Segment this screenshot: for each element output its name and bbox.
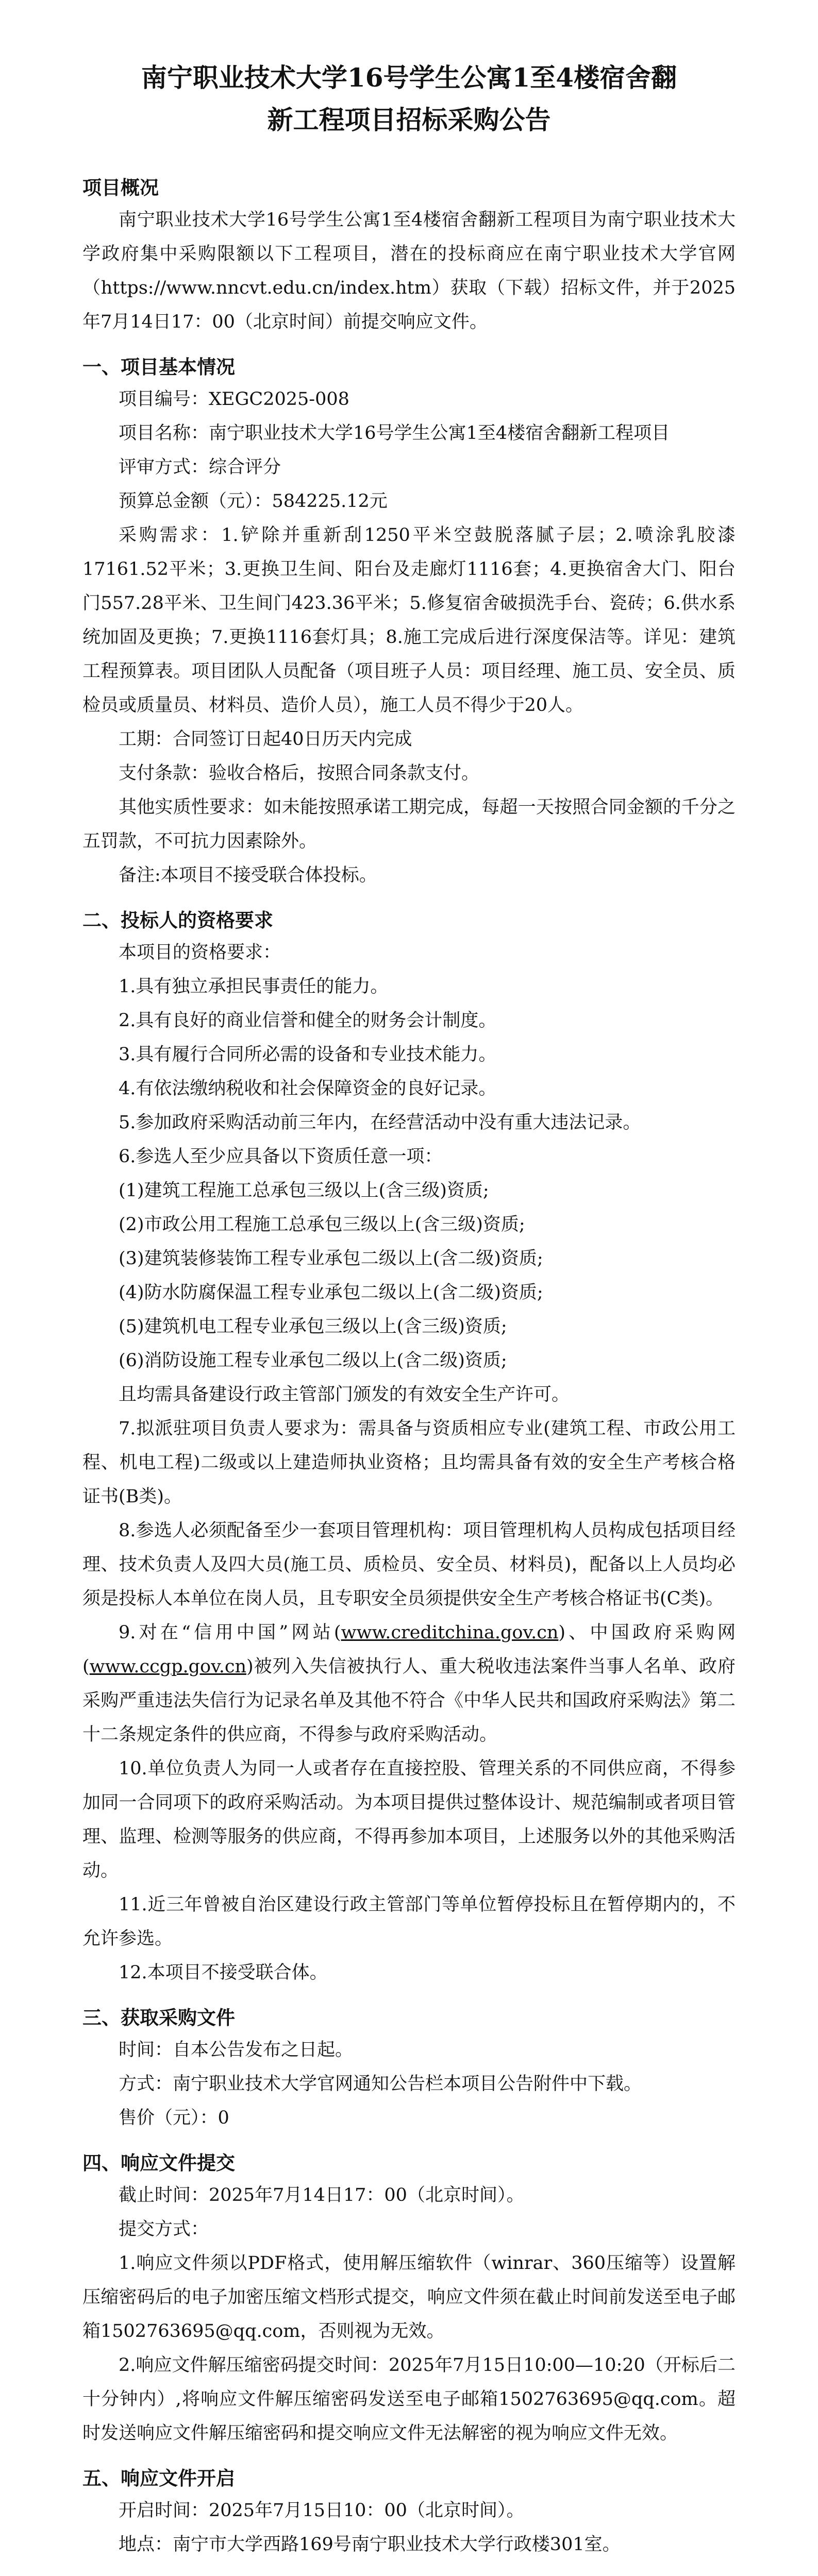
obtain-way: 方式：南宁职业技术大学官网通知公告栏本项目公告附件中下载。 (119, 2074, 642, 2094)
qualification-item: 8.参选人必须配备至少一套项目管理机构：项目管理机构人员构成包括项目经理、技术负责人及四大员(施工员、质检员、安全员、材料员)，配备以上人员均必须是投标人本单位在岗人员，且专职安全员须提供安全生产考核合格证书(C类)。 (82, 1520, 736, 1609)
obtain-time: 时间：自本公告发布之日起。 (119, 2040, 354, 2060)
section-2-heading: 二、投标人的资格要求 (82, 909, 273, 931)
overview-text: 南宁职业技术大学16号学生公寓1至4楼宿舍翻新工程项目为南宁职业技术大学政府集中采购限额以下工程项目，潜在的投标商应在南宁职业技术大学官网（https://www.nncvt.edu.cn/index.htm）获取（下载）招标文件，并于2025年7月14日17：00（北京时间）前提交响应文件。 (82, 210, 736, 332)
submission-deadline: 截止时间：2025年7月14日17：00（北京时间）。 (119, 2185, 525, 2206)
section-5-heading: 五、响应文件开启 (82, 2467, 235, 2489)
page-title (82, 57, 736, 141)
qualification-item: 12.本项目不接受联合体。 (119, 1962, 328, 1983)
section-6-heading (82, 2574, 736, 2576)
section-3-heading: 三、获取采购文件 (82, 2006, 235, 2029)
qualification-sub-item: (2)市政公用工程施工总承包三级以上(含三级)资质; (119, 1214, 525, 1235)
qualification-sub-item: (6)消防设施工程专业承包二级以上(含二级)资质; (119, 1350, 507, 1371)
qualification-item: 5.参加政府采购活动前三年内，在经营活动中没有重大违法记录。 (119, 1112, 641, 1133)
qualification-sub-item: (1)建筑工程施工总承包三级以上(含三级)资质; (119, 1180, 489, 1201)
qualification-item: 6.参选人至少应具备以下资质任意一项： (119, 1146, 443, 1167)
opening-time: 开启时间：2025年7月15日10：00（北京时间）。 (119, 2500, 525, 2521)
qualification-item: 4.有依法缴纳税收和社会保障资金的良好记录。 (119, 1078, 497, 1099)
credit-text-a: 9.对在“信用中国”网站( (119, 1622, 341, 1643)
qualification-sub-item: (4)防水防腐保温工程专业承包二级以上(含二级)资质; (119, 1282, 543, 1303)
section-4-heading: 四、响应文件提交 (82, 2151, 235, 2174)
section-1-note: 备注:本项目不接受联合体投标。 (119, 865, 377, 886)
title-line-2: 新工程项目招标采购公告 (267, 105, 551, 135)
qualification-item: 10.单位负责人为同一人或者存在直接控股、管理关系的不同供应商，不得参加同一合同项下的政府采购活动。为本项目提供过整体设计、规范编制或者项目管理、监理、检测等服务的供应商，不得再参加本项目，上述服务以外的其他采购活动。 (82, 1758, 736, 1881)
procurement-requirements: 采购需求：1.铲除并重新刮1250平米空鼓脱落腻子层；2.喷涂乳胶漆17161.52平米；3.更换卫生间、阳台及走廊灯1116套；4.更换宿舍大门、阳台门557.28平米、卫生间门423.36平米；5.修复宿舍破损洗手台、瓷砖；6.供水系统加固及更换；7.更换1116套灯具；8.施工完成后进行深度保洁等。详见：建筑工程预算表。项目团队人员配备（项目班子人员：项目经理、施工员、安全员、质检员或质量员、材料员、造价人员），施工人员不得少于20人。 (82, 525, 736, 716)
qualification-item: 11.近三年曾被自治区建设行政主管部门等单位暂停投标且在暂停期内的，不允许参选。 (82, 1894, 736, 1949)
opening-place: 地点：南宁市大学西路169号南宁职业技术大学行政楼301室。 (119, 2534, 621, 2555)
section-1-heading: 一、项目基本情况 (82, 355, 235, 378)
qualification-intro: 本项目的资格要求： (119, 942, 281, 963)
submission-rule: 2.响应文件解压缩密码提交时间：2025年7月15日10:00—10:20（开标后二十分钟内）,将响应文件解压缩密码发送至电子邮箱1502763695@qq.com。超时发送响应文件解压缩密码和提交响应文件无法解密的视为响应文件无效。 (82, 2355, 736, 2444)
creditchina-link[interactable]: www.creditchina.gov.cn (341, 1622, 559, 1643)
project-code: 项目编号：XEGC2025-008 (119, 389, 349, 410)
qualification-sub-item: (5)建筑机电工程专业承包三级以上(含三级)资质; (119, 1316, 507, 1337)
ccgp-link[interactable]: www.ccgp.gov.cn (89, 1656, 247, 1677)
submission-rule: 1.响应文件须以PDF格式，使用解压缩软件（winrar、360压缩等）设置解压缩密码后的电子加密压缩文档形式提交，响应文件须在截止时间前发送至电子邮箱1502763695@qq.com，否则视为无效。 (82, 2253, 736, 2342)
payment-terms: 支付条款：验收合格后，按照合同条款支付。 (119, 763, 480, 784)
qualification-item: 2.具有良好的商业信誉和健全的财务会计制度。 (119, 1010, 497, 1031)
document-price: 售价（元）：0 (119, 2108, 229, 2128)
project-name: 项目名称：南宁职业技术大学16号学生公寓1至4楼宿舍翻新工程项目 (119, 423, 670, 444)
other-requirements: 其他实质性要求：如未能按照承诺工期完成，每超一天按照合同金额的千分之五罚款，不可抗力因素除外。 (82, 797, 736, 852)
qualification-item-credit (82, 1616, 736, 1752)
credit-text-b: )、中国政府采购网( (82, 1622, 736, 1677)
overview-heading: 项目概况 (82, 176, 159, 199)
title-line-1: 南宁职业技术大学16号学生公寓1至4楼宿舍翻 (141, 62, 677, 93)
qualification-item: 3.具有履行合同所必需的设备和专业技术能力。 (119, 1044, 497, 1065)
submission-way: 提交方式： (119, 2219, 209, 2240)
credit-text-c: )被列入失信被执行人、重大税收违法案件当事人名单、政府采购严重违法失信行为记录名单及其他不符合《中华人民共和国政府采购法》第二十二条规定条件的供应商，不得参与政府采购活动。 (82, 1656, 736, 1745)
qualification-sub-item: (3)建筑装修装饰工程专业承包二级以上(含二级)资质; (119, 1248, 543, 1269)
qualification-item: 7.拟派驻项目负责人要求为：需具备与资质相应专业(建筑工程、市政公用工程、机电工程)二级或以上建造师执业资格；且均需具备有效的安全生产考核合格证书(B类)。 (82, 1418, 736, 1507)
review-method: 评审方式：综合评分 (119, 457, 281, 478)
qualification-sub-item: 且均需具备建设行政主管部门颁发的有效安全生产许可。 (119, 1384, 570, 1405)
construction-period: 工期：合同签订日起40日历天内完成 (119, 729, 412, 750)
qualification-item: 1.具有独立承担民事责任的能力。 (119, 976, 389, 997)
budget-amount: 预算总金额（元）：584225.12元 (119, 491, 388, 512)
